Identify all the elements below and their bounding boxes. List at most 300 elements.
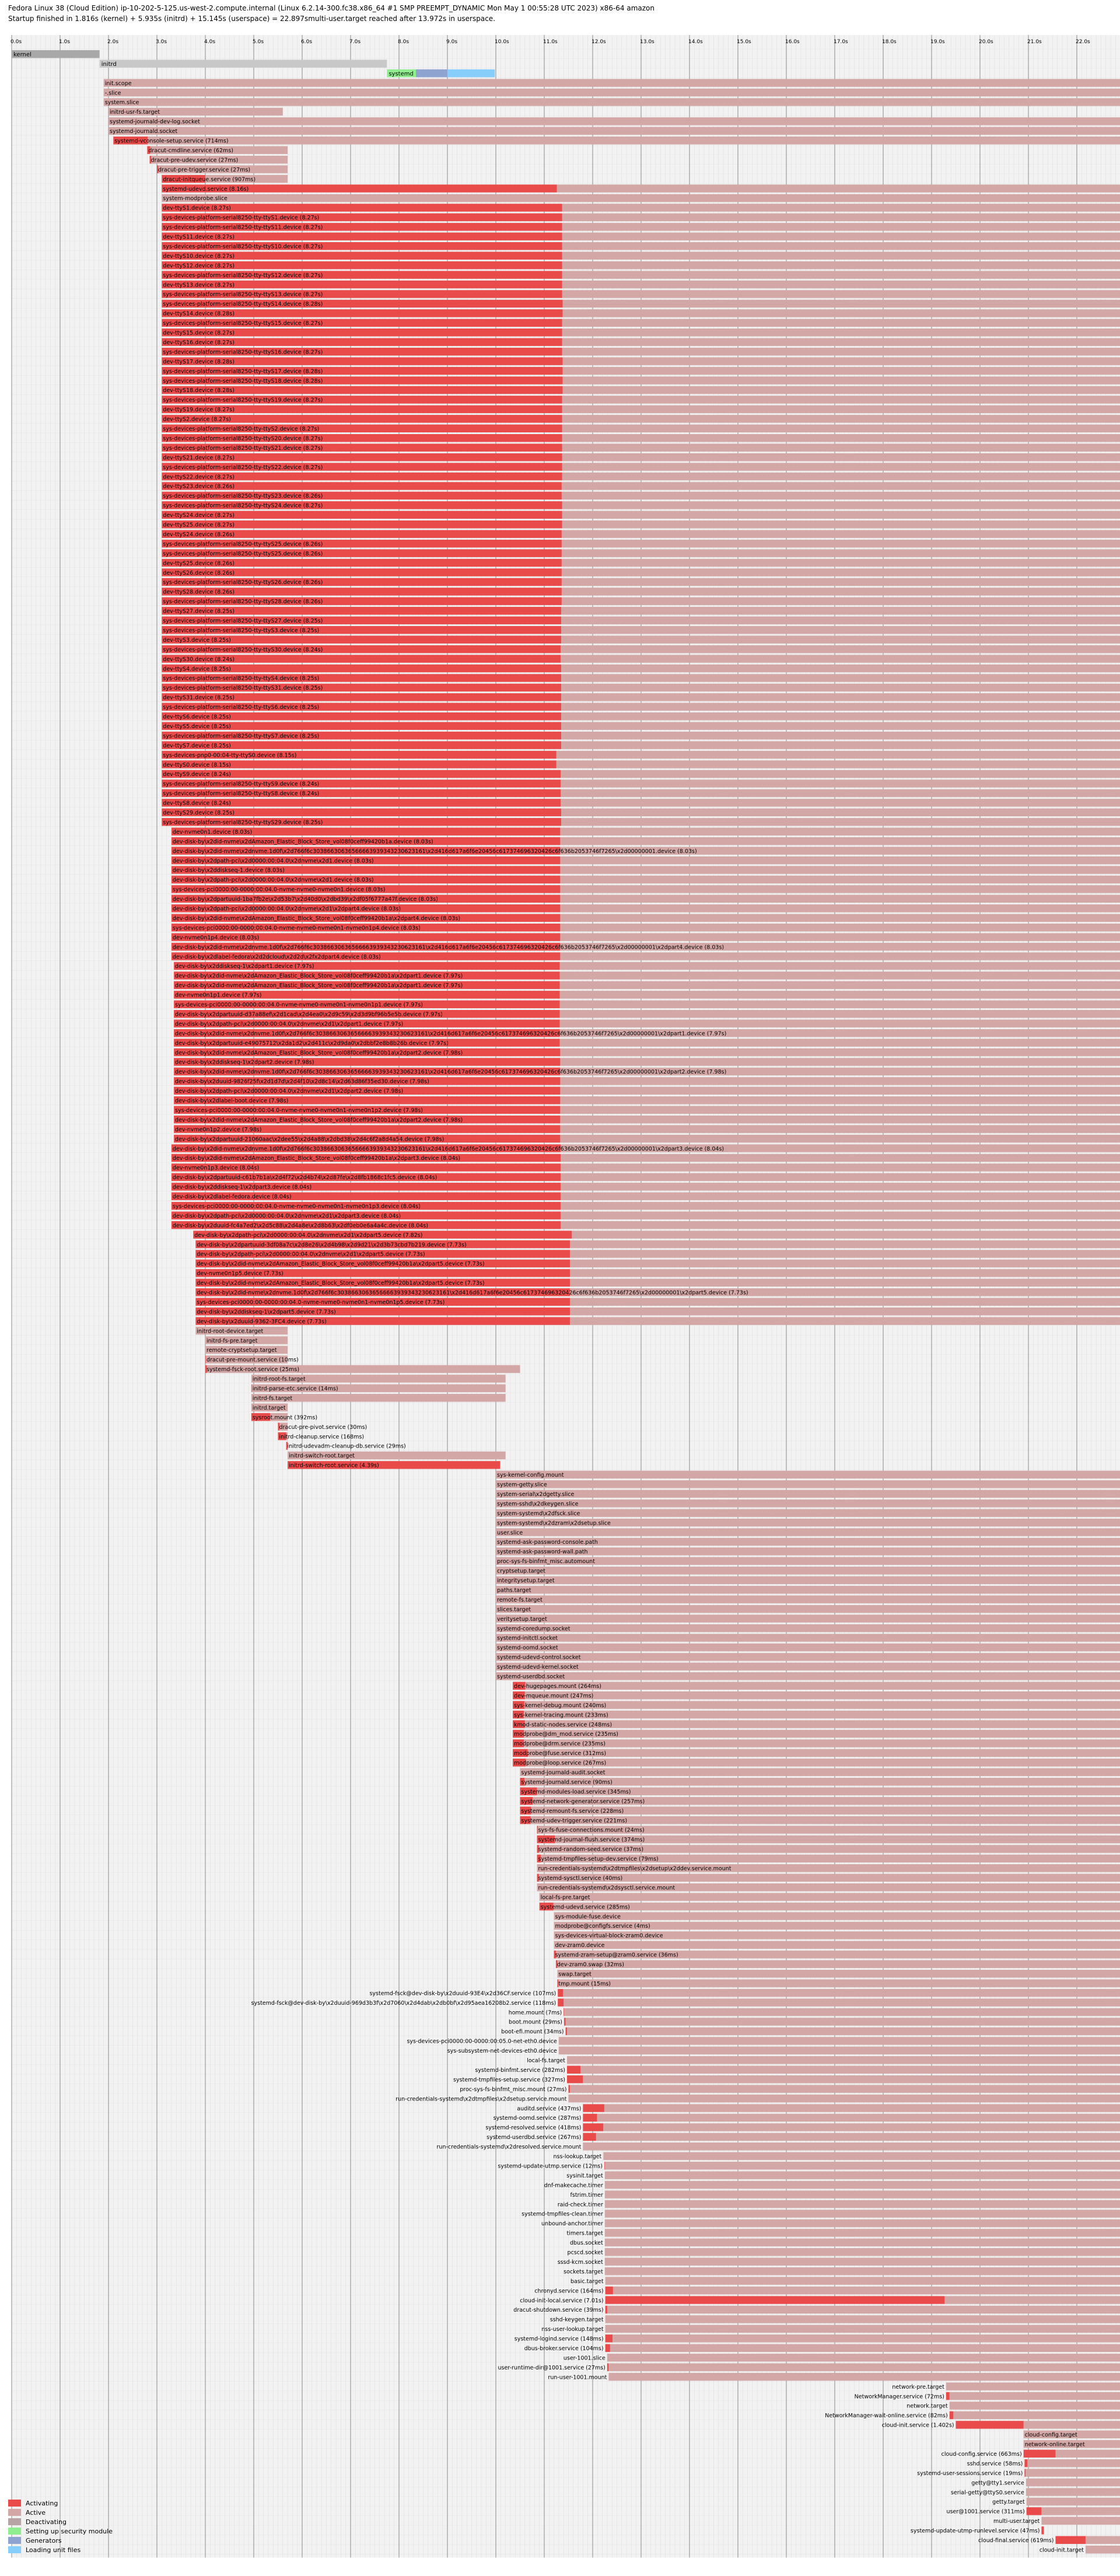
unit-active-bar [563,376,1120,384]
unit-active-bar [562,540,1120,547]
unit-active-bar [566,2018,1120,2025]
unit-label: system.slice [104,99,139,106]
unit-label: systemd-fsck@dev-disk-by\x2duuid-93E4\x2d36CF.service (107ms) [369,1990,556,1997]
unit-label: run-credentials-systemd\x2dresolved.service.mount [436,2144,582,2151]
unit-active-bar [539,1874,1120,1882]
unit-active-bar [562,319,1120,327]
unit-activating-bar [558,1998,564,2006]
tick-label: 2.0s [107,39,119,45]
unit-activating-bar [607,2363,608,2371]
unit-activating-bar [566,2028,567,2035]
unit-label: initrd-switch-root.target [289,1453,355,1460]
unit-label: systemd-journald-dev-log.socket [110,118,200,125]
unit-label: modprobe@fuse.service (312ms) [514,1750,607,1757]
unit-label: sys-devices-platform-serial8250-tty-ttyS4.device (8.25s) [163,675,320,682]
unit-label: dev-ttyS5.device (8.25s) [163,723,231,730]
unit-label: dev-disk-by\x2dpath-pci\x2d0000:00:04.0\x2dnvme\x2d1.device (8.03s) [172,858,374,865]
unit-activating-bar [950,2411,954,2419]
unit-label: systemd-journal-flush.service (374ms) [538,1837,645,1844]
unit-label: modprobe@loop.service (267ms) [514,1760,607,1767]
unit-label: dev-ttyS18.device (8.28s) [163,387,235,394]
unit-label: dev-disk-by\x2did-nvme\x2dAmazon_Elastic_Block_Store_vol08f0ceff99420b1a\x2dpart5.device (7.73s) [197,1280,485,1287]
unit-label: dev-nvme0n1p1.device (7.97s) [175,992,262,999]
unit-active-bar [560,1010,1120,1018]
unit-activating-bar [606,2287,613,2294]
unit-active-bar [148,137,1120,144]
unit-active-bar [560,904,1120,912]
unit-active-bar [496,1509,1120,1516]
unit-label: run-user-1001.mount [548,2374,607,2381]
unit-active-bar [554,1903,1120,1910]
unit-label: sys-devices-platform-serial8250-tty-ttyS17.device (8.28s) [163,368,323,375]
unit-active-bar [570,1308,1120,1315]
unit-active-bar [605,2220,1120,2227]
unit-active-bar [561,693,1120,701]
unit-label: dev-disk-by\x2ddiskseq-1\x2dpart2.device (7.98s) [175,1059,314,1066]
unit-active-bar [496,1644,1120,1651]
unit-active-bar [567,2056,1120,2064]
unit-active-bar [562,568,1120,576]
unit-active-bar [613,2287,1120,2294]
legend-label: Active [26,2509,46,2516]
unit-label: sys-devices-platform-serial8250-tty-ttyS15.device (8.27s) [163,320,323,327]
unit-active-bar [944,2296,1120,2304]
unit-label: systemd-network-generator.service (257ms) [521,1798,645,1805]
unit-label: systemd-tmpfiles-setup-dev.service (79ms) [538,1856,659,1863]
unit-label: dev-disk-by\x2dlabel-boot.device (7.98s) [175,1097,289,1105]
unit-active-bar [561,722,1120,730]
unit-label: sshd.service (58ms) [967,2460,1023,2467]
unit-label: systemd-tmpfiles-setup.service (327ms) [453,2077,566,2084]
unit-active-bar [104,79,1120,86]
unit-label: cloud-config.target [1024,2432,1077,2439]
unit-label: dev-disk-by\x2did-nvme\x2dnvme.1d0f\x2d766f6c30386630636566663939343230623161\x2d416d617a6f6e20456c617374696320426c6f636b2053746f7265\x2d00000001\x2dpart4.device (8.03s) [172,944,724,951]
chart-title-line1: Fedora Linux 38 (Cloud Edition) ip-10-202-5-125.us-west-2.compute.internal (Linux 6.2.14-300.fc38.x86_64 #1 SMP PREEMPT_DYNAMIC Mon May 1 00:55:28 UTC 2023) x86-64 amazon [8,4,654,12]
unit-label: getty@tty1.service [971,2480,1024,2487]
unit-label: timers.target [566,2230,603,2237]
unit-active-bar [525,1691,1120,1699]
unit-label: sys-devices-platform-serial8250-tty-ttyS1.device (8.27s) [163,215,320,222]
unit-active-bar [563,300,1120,307]
unit-label: systemd-logind.service (148ms) [514,2336,604,2343]
unit-label: dev-disk-by\x2did-nvme\x2dAmazon_Elastic_Block_Store_vol08f0ceff99420b1a\x2dpart3.device (8.04s) [172,1155,461,1162]
unit-label: modprobe@drm.service (235ms) [514,1740,606,1747]
unit-label: dev-ttyS4.device (8.25s) [163,666,231,673]
legend-swatch [8,2509,21,2516]
unit-label: dev-ttyS9.device (8.24s) [163,771,231,778]
unit-active-bar [570,1250,1120,1257]
unit-active-bar [561,1193,1120,1200]
unit-label: init.scope [104,80,132,87]
unit-label: systemd-udevd-control.socket [497,1654,581,1661]
unit-active-bar [528,1749,1120,1757]
unit-active-bar [540,1893,1120,1900]
unit-label: dev-ttyS3.device (8.25s) [163,637,231,644]
phase-label-kernel: kernel [13,51,32,58]
unit-active-bar [583,2075,1120,2083]
tick-label: 22.0s [1076,39,1090,45]
tick-label: 11.0s [543,39,558,45]
unit-label: dev-ttyS26.device (8.26s) [163,569,235,576]
tick-label: 12.0s [592,39,606,45]
unit-label: sys-devices-platform-serial8250-tty-ttyS11.device (8.27s) [163,224,323,231]
unit-active-bar [562,520,1120,528]
unit-label: system-getty.slice [497,1481,547,1488]
unit-label: systemd-modules-load.service (345ms) [521,1788,631,1795]
unit-active-bar [570,1260,1120,1267]
unit-label: nss-lookup.target [553,2154,602,2160]
unit-activating-bar [1024,2469,1026,2476]
unit-active-bar [562,251,1120,259]
unit-active-bar [496,1471,1120,1479]
unit-label: sys-devices-pci0000:00-0000:00:04.0-nvme-nvme0-nvme0n1-nvme0n1p4.device (8.03s) [172,925,421,932]
unit-active-bar [561,809,1120,816]
unit-active-bar [562,348,1120,355]
unit-active-bar [560,837,1120,845]
unit-active-bar [561,635,1120,643]
unit-label: dev-disk-by\x2did-nvme\x2dAmazon_Elastic_Block_Store_vol08f0ceff99420b1a\x2dpart2.device (7.98s) [175,1117,463,1124]
unit-active-bar [104,89,1120,96]
unit-label: systemd-binfmt.service (282ms) [475,2067,566,2074]
legend-label: Loading unit files [26,2546,81,2554]
unit-label: dev-ttyS14.device (8.28s) [163,310,235,317]
unit-label: dev-disk-by\x2duuid-9362-3FC4.device (7.73s) [197,1318,327,1325]
unit-label: sys-devices-platform-serial8250-tty-ttyS24.device (8.27s) [163,502,323,509]
unit-active-bar [496,1624,1120,1632]
unit-active-bar [521,1778,1120,1786]
unit-label: sys-devices-platform-serial8250-tty-ttyS7.device (8.25s) [163,733,320,740]
unit-label: sys-devices-pci0000:00-0000:00:04.0-nvme-nvme0-nvme0n1-nvme0n1p5.device (7.73s) [197,1299,445,1306]
unit-active-bar [561,732,1120,739]
unit-active-bar [561,1221,1120,1229]
unit-active-bar [607,2306,1120,2313]
unit-label: sshd-keygen.target [550,2316,604,2323]
unit-label: dracut-initqueue.service (907ms) [163,176,256,183]
unit-label: sys-devices-platform-serial8250-tty-ttyS21.device (8.27s) [163,445,323,452]
unit-label: sys-devices-virtual-block-zram0.device [555,1932,663,1939]
unit-label: dev-ttyS24.device (8.27s) [163,512,235,519]
unit-activating-bar [1055,2536,1085,2544]
unit-label: dev-disk-by\x2dpath-pci\x2d0000:00:04.0\x2dnvme\x2d1\x2dpart4.device (8.03s) [172,906,401,913]
unit-active-bar [561,655,1120,662]
unit-label: dev-nvme0n1.device (8.03s) [172,829,253,836]
unit-active-bar [559,2037,1120,2044]
unit-activating-bar [583,2114,597,2121]
unit-label: dev-ttyS16.device (8.27s) [163,339,235,346]
unit-active-bar [608,2373,1120,2381]
unit-active-bar [562,242,1120,250]
unit-label: sys-devices-platform-serial8250-tty-ttyS27.device (8.25s) [163,618,323,624]
unit-label: systemd-sysctl.service (40ms) [538,1875,623,1882]
tick-label: 19.0s [930,39,945,45]
unit-label: boot-efi.mount (34ms) [501,2029,564,2036]
unit-label: dev-disk-by\x2did-nvme\x2dnvme.1d0f\x2d766f6c30386630636566663939343230623161\x2d416d617a6f6e20456c617374696320426c6f636b2053746f7265\x2d00000001\x2dpart3.device (8.04s) [172,1145,724,1152]
unit-label: multi-user.target [993,2518,1040,2525]
unit-label: remote-fs.target [497,1596,542,1603]
unit-label: dev-ttyS6.device (8.25s) [163,714,231,721]
unit-activating-bar [946,2392,950,2400]
unit-active-bar [560,962,1120,970]
unit-active-bar [524,1739,1120,1747]
unit-label: system-systemd\x2dzram\x2dsetup.slice [497,1520,611,1527]
tick-label: 17.0s [834,39,848,45]
unit-label: network-pre.target [892,2383,944,2390]
unit-label: sssd-kcm.socket [557,2259,603,2266]
unit-label: dev-disk-by\x2ddiskseq-1\x2dpart3.device (8.04s) [172,1184,312,1191]
unit-label: cloud-init.service (1.402s) [881,2422,954,2429]
tick-label: 8.0s [398,39,410,45]
unit-active-bar [525,1720,1120,1728]
unit-label: dev-ttyS22.device (8.27s) [163,474,235,481]
unit-active-bar [569,2095,1120,2102]
unit-files-bar [447,69,495,77]
unit-label: dev-ttyS8.device (8.24s) [163,800,231,807]
unit-activating-bar [1024,2450,1056,2458]
unit-label: dev-disk-by\x2duuid-9826f25f\x2d1d7d\x2d4f10\x2d8c14\x2d63d86f35ed30.device (7.98s) [175,1078,429,1085]
unit-active-bar [605,2267,1120,2275]
unit-label: dev-zram0.swap (32ms) [556,1962,624,1968]
unit-label: dev-ttyS31.device (8.25s) [163,694,235,701]
unit-label: systemd-udev-trigger.service (221ms) [521,1817,628,1824]
unit-label: dev-disk-by\x2did-nvme\x2dAmazon_Elastic_Block_Store_vol08f0ceff99420b1a\x2dpart4.device (8.03s) [172,915,461,922]
unit-label: kmod-static-nodes.service (248ms) [514,1721,612,1728]
unit-active-bar [561,626,1120,634]
unit-label: sys-devices-pci0000:00-0000:00:04.0-nvme-nvme0-nvme0n1-nvme0n1p1.device (7.97s) [175,1002,423,1008]
unit-active-bar [603,2123,1120,2131]
unit-label: dev-ttyS10.device (8.27s) [163,253,235,260]
unit-active-bar [556,760,1120,768]
unit-active-bar [554,1912,1120,1920]
unit-label: network-online.target [1024,2441,1085,2448]
unit-label: systemd-coredump.socket [497,1626,570,1633]
unit-activating-bar [583,2123,603,2131]
unit-label: sys-devices-platform-serial8250-tty-ttyS25.device (8.26s) [163,550,323,557]
unit-label: dev-zram0.device [555,1942,605,1949]
unit-active-bar [572,1231,1120,1238]
unit-activating-bar [567,2075,583,2083]
unit-active-bar [524,1701,1120,1708]
tick-label: 6.0s [301,39,313,45]
unit-label: system-systemd\x2dfsck.slice [497,1510,580,1517]
legend-swatch [8,2546,21,2553]
unit-label: nss-user-lookup.target [541,2326,604,2333]
unit-label: dev-disk-by\x2dpath-pci\x2d0000:00:04.0\x2dnvme\x2d1\x2dpart2.device (7.98s) [175,1088,404,1095]
unit-label: initrd-cleanup.service (168ms) [279,1434,365,1441]
unit-active-bar [562,463,1120,470]
unit-active-bar [1026,2469,1120,2476]
unit-label: dev-nvme0n1p5.device (7.73s) [197,1270,284,1277]
unit-active-bar [563,1989,1120,1997]
unit-active-bar [526,1759,1120,1766]
unit-label: dev-ttyS7.device (8.25s) [163,742,231,749]
unit-label: cloud-config.service (663ms) [941,2451,1022,2458]
unit-active-bar [610,2344,1120,2352]
unit-active-bar [560,952,1120,960]
unit-active-bar [562,338,1120,346]
unit-active-bar [604,2104,1120,2112]
unit-active-bar [605,2200,1120,2208]
unit-activating-bar [604,2162,605,2169]
unit-label: sys-devices-platform-serial8250-tty-ttyS19.device (8.27s) [163,397,323,404]
unit-label: sys-module-fuse.device [555,1913,621,1920]
unit-label: dev-disk-by\x2dpartuuid-3df08a7c\x2d8e26\x2d4b98\x2d9d21\x2d3b73cbd7b219.device (7.73s) [197,1242,467,1249]
unit-active-bar [562,425,1120,432]
tick-label: 4.0s [204,39,216,45]
unit-label: sys-devices-platform-serial8250-tty-ttyS31.device (8.25s) [163,685,323,692]
unit-label: sys-devices-platform-serial8250-tty-ttyS10.device (8.27s) [163,243,323,250]
unit-active-bar [564,1998,1120,2006]
unit-active-bar [605,2171,1120,2179]
unit-label: raid-check.timer [557,2201,603,2208]
unit-label: system-sshd\x2dkeygen.slice [497,1501,579,1508]
unit-active-bar [605,2229,1120,2236]
unit-label: dev-disk-by\x2dpath-pci\x2d0000:00:04.0\x2dnvme\x2d1\x2dpart1.device (7.97s) [175,1020,404,1027]
unit-label: systemd-journald.service (90ms) [521,1779,612,1786]
legend-label: Activating [26,2500,58,2507]
unit-label: initrd-fs.target [252,1395,293,1402]
unit-activating-bar [606,2296,945,2304]
unit-label: systemd-journald.socket [110,128,178,135]
unit-label: dev-ttyS24.device (8.26s) [163,531,235,538]
unit-label: systemd-user-sessions.service (19ms) [917,2470,1023,2477]
unit-label: dev-disk-by\x2did-nvme\x2dAmazon_Elastic_Block_Store_vol08f0ceff99420b1a\x2dpart1.device (7.97s) [175,973,463,980]
legend-label: Deactivating [26,2518,66,2526]
unit-active-bar [108,117,1120,125]
unit-label: dev-disk-by\x2did-nvme\x2dnvme.1d0f\x2d766f6c30386630636566663939343230623161\x2d416d617a6f6e20456c617374696320426c6f636b2053746f7265\x2d00000001.device (8.03s) [172,848,697,855]
legend-label: Generators [26,2537,62,2544]
unit-activating-bar [606,2306,607,2313]
legend-swatch [8,2537,21,2544]
unit-active-bar [560,895,1120,903]
unit-active-bar [561,1202,1120,1210]
unit-label: dev-disk-by\x2duuid-fc4a7ed2\x2d5c88\x2d4a8e\x2d8b63\x2df0eb0e6a4a4c.device (8.04s) [172,1222,428,1229]
unit-label: NetworkManager-wait-online.service (82ms) [825,2413,948,2420]
unit-active-bar [606,2277,1120,2284]
unit-label: systemd-userdbd.service (267ms) [487,2134,582,2141]
phase-label-initrd: initrd [101,61,117,68]
unit-active-bar [605,2239,1120,2246]
unit-active-bar [950,2402,1120,2409]
unit-active-bar [560,857,1120,864]
unit-label: sys-devices-platform-serial8250-tty-ttyS18.device (8.28s) [163,378,323,385]
unit-label: dev-nvme0n1p3.device (8.04s) [172,1165,260,1172]
tick-label: 7.0s [349,39,361,45]
unit-active-bar [561,741,1120,749]
unit-active-bar [560,1039,1120,1046]
unit-active-bar [580,2066,1120,2074]
unit-label: dev-disk-by\x2ddiskseq-1\x2dpart1.device (7.97s) [175,963,314,970]
unit-active-bar [564,2008,1120,2016]
unit-label: modprobe@configfs.service (4ms) [555,1923,650,1930]
unit-active-bar [520,1768,1120,1776]
unit-label: sysinit.target [566,2172,603,2179]
unit-label: sys-devices-platform-serial8250-tty-ttyS25.device (8.26s) [163,541,323,548]
unit-label: dev-disk-by\x2dpath-pci\x2d0000:00:04.0\x2dnvme\x2d1\x2dpart3.device (8.04s) [172,1212,401,1219]
unit-label: user.slice [497,1529,523,1536]
unit-label: systemd-random-seed.service (37ms) [538,1846,644,1853]
unit-activating-bar [606,2334,612,2342]
unit-label: local-fs-pre.target [540,1894,590,1901]
unit-active-bar [608,2363,1120,2371]
unit-active-bar [1026,2488,1120,2495]
unit-active-bar [562,328,1120,336]
unit-active-bar [560,924,1120,931]
unit-label: sys-devices-platform-serial8250-tty-ttyS23.device (8.26s) [163,493,323,500]
unit-active-bar [607,2354,1120,2361]
unit-label: initrd-root-device.target [197,1328,264,1335]
unit-active-bar [603,2152,1120,2160]
tick-label: 20.0s [979,39,993,45]
unit-active-bar [570,1269,1120,1277]
unit-active-bar [562,501,1120,509]
chart-title-line2: Startup finished in 1.816s (kernel) + 5.935s (initrd) + 15.145s (userspace) = 22.897smulti-user.target reached after 13.972s in userspace. [8,15,496,23]
unit-label: system-modprobe.slice [163,195,228,202]
unit-active-bar [560,981,1120,989]
unit-active-bar [606,2315,1120,2323]
unit-active-bar [570,2085,1120,2092]
unit-active-bar [556,751,1120,759]
unit-active-bar [561,1211,1120,1219]
unit-active-bar [562,453,1120,461]
unit-active-bar [560,876,1120,883]
unit-active-bar [605,2181,1120,2189]
unit-label: systemd-update-utmp.service (12ms) [498,2163,603,2170]
unit-label: initrd-fs-pre.target [206,1337,258,1344]
unit-label: sys-kernel-debug.mount (240ms) [514,1702,607,1709]
unit-active-bar [560,1125,1120,1133]
unit-label: systemd-ask-password-wall.path [497,1549,588,1556]
unit-label: systemd-remount-fs.service (228ms) [521,1808,624,1815]
unit-active-bar [953,2411,1120,2419]
unit-label: dracut-shutdown.service (39ms) [513,2307,604,2314]
unit-active-bar [561,1183,1120,1190]
unit-activating-bar [583,2133,596,2141]
tick-label: 15.0s [737,39,751,45]
unit-label: dev-ttyS23.device (8.26s) [163,483,235,490]
unit-label: remote-cryptsetup.target [206,1347,277,1354]
unit-label: run-credentials-systemd\x2dsysctl.service.mount [538,1885,676,1892]
systemd-phase-label: systemd [388,71,414,78]
unit-label: local-fs.target [527,2057,566,2064]
unit-activating-bar [567,2066,580,2074]
unit-label: getty.target [992,2499,1025,2506]
unit-active-bar [560,827,1120,835]
unit-active-bar [570,1279,1120,1287]
unit-active-bar [562,214,1120,221]
unit-active-bar [562,578,1120,586]
legend-swatch [8,2528,21,2535]
unit-active-bar [561,712,1120,720]
unit-active-bar [950,2392,1120,2400]
unit-active-bar [561,780,1120,787]
unit-label: user-1001.slice [563,2355,606,2362]
unit-label: systemd-ask-password-console.path [497,1539,598,1546]
unit-active-bar [562,223,1120,230]
unit-label: sys-devices-platform-serial8250-tty-ttyS12.device (8.27s) [163,272,323,279]
unit-label: initrd-usr-fs.target [110,109,160,116]
unit-label: dev-hugepages.mount (264ms) [514,1683,601,1690]
unit-label: sys-devices-platform-serial8250-tty-ttyS30.device (8.24s) [163,646,323,653]
unit-active-bar [562,511,1120,519]
unit-label: cryptsetup.target [497,1568,545,1575]
unit-label: run-credentials-systemd\x2dtmpfiles\x2dsetup.service.mount [396,2096,567,2103]
unit-active-bar [562,492,1120,499]
unit-label: swap.target [558,1971,592,1978]
unit-active-bar [496,1577,1120,1584]
unit-label: dracut-cmdline.service (62ms) [148,147,233,154]
unit-active-bar [562,443,1120,451]
unit-label: cloud-init-local.service (7.01s) [520,2297,604,2304]
